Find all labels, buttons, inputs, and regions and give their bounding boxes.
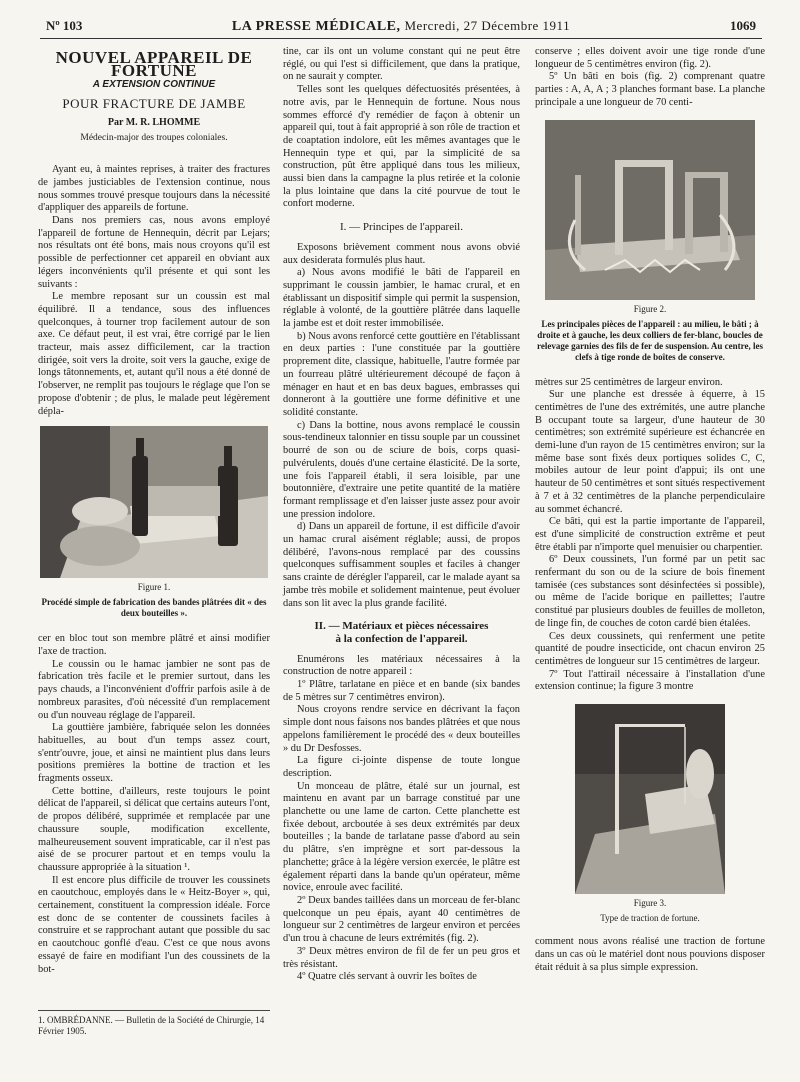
journal-name: LA PRESSE MÉDICALE, <box>231 19 401 34</box>
article-title: NOUVEL APPAREIL DE FORTUNE <box>55 48 253 80</box>
section-heading-1: I. — Principes de l'appareil. <box>340 221 463 234</box>
paragraph: Nous croyons rendre service en décrivant la façon simple dont nous faisons nos bandes plâtrées et que nous appelons familièrement le procédé des « deux bouteilles » du Dr Desfosses. <box>283 704 520 754</box>
paragraph: La figure ci-jointe dispense de toute longue description. <box>283 755 520 779</box>
column-1 <box>38 46 270 976</box>
figure-3-photo <box>575 704 725 894</box>
paragraph: Enumérons les matériaux nécessaires à la construction de notre appareil : <box>283 653 520 678</box>
paragraph: conserve ; elles doivent avoir une tige ronde d'une longueur de 5 centimètres environ (fig. 2). <box>535 46 765 70</box>
paragraph: Le coussin ou le hamac jambier ne sont pas de fabrication très facile et le premier surtout, dans les pays chauds, a l'inconvénient d'offrir parfois asile à de nombreux parasites, d'où nécessité d'un remplacement ou d'un nouveau réglage de l'appareil. <box>38 658 270 721</box>
page-header <box>40 16 762 39</box>
paragraph: mètres sur 25 centimètres de largeur environ. <box>535 376 723 388</box>
column-2 <box>283 46 520 984</box>
paragraph: Il est encore plus difficile de trouver les coussinets en caoutchouc, employés dans le « Heitz-Boyer », qui, certainement, constituent la compression idéale. Force est donc de se contenter de coussinets faciles à construire et se rapprochant autant que possible du sac en caoutchouc gonflé d'eau. C'est ce que nous avons essayé de faire en modifiant l'un des coussinets de la bot- <box>38 874 270 975</box>
figure-2-caption <box>535 304 765 363</box>
paragraph: 5º Un bâti en bois (fig. 2) comprenant quatre parties : A, A, A ; 3 planches formant base. La planche principale a une longueur de 70 centi- <box>535 71 765 108</box>
paragraph: Un monceau de plâtre, étalé sur un journal, est maintenu en avant par un barrage constitué par une planchette ou une lame de carton. Cette planchette est fixée debout, arcboutée à ses deux extrémités par deux bouteilles ; la bande de tarlatane passe d'abord au sein du plâtre, s'en imprègne et sort par-dessous la planchette; grâce à la légère version exercée, le plâtre est également réparti dans la bande qu'un opérateur, même novice, enroule avec facilité. <box>283 780 520 894</box>
paragraph: Exposons brièvement comment nous avons obvié aux desiderata formulés plus haut. <box>283 241 520 266</box>
paragraph: tine, car ils ont un volume constant qui ne peut être réglé, ou qui l'est si difficilement, que dans la pratique, on ne saurait y compter. <box>283 46 520 83</box>
paragraph: Cette bottine, d'ailleurs, reste toujours le point délicat de l'appareil, si délicat que certains auteurs l'ont, de propos délibéré, supprimée et remplacée par une chaussure souple, modification excellente, malheureusement souvent impraticable, car il n'est pas aisé de se procurer partout et en temps voulu la chaussure appropriée à la situation ¹. <box>38 785 270 873</box>
footnote: 1. OMBRÉDANNE. — Bulletin de la Société de Chirurgie, 14 Février 1905. <box>38 1010 270 1037</box>
paragraph: Telles sont les quelques défectuosités présentées, à notre avis, par le Hennequin de fortune. Nous nous sommes efforcé d'y remédier de façon à obtenir un appareil qui, tout à fait approprié à son rôle de traction et de coaptation indolore, eût les mêmes avantages que le Hennequin type et qui, par la simplicité de sa construction, pût être appliqué dans tous les milieux, aussi bien dans la campagne la plus retirée et la colonie la plus lointaine que dans la cité pourvue de tout le confort moderne. <box>283 84 520 210</box>
figure-1-description: Procédé simple de fabrication des bandes plâtrées dit « des deux bouteilles ». <box>41 597 267 619</box>
issue-date: Mercredi, 27 Décembre 1911 <box>404 18 571 33</box>
article-subtitle: A EXTENSION CONTINUE <box>92 79 216 91</box>
paragraph: Ayant eu, à maintes reprises, à traiter des fractures de jambes justiciables de l'extension continue, nous nous sommes trouvé presque toujours dans la nécessité d'appliquer des appareils de fortune. <box>38 164 270 214</box>
author-role: Médecin-major des troupes coloniales. <box>80 132 228 143</box>
paragraph: 4º Quatre clés servant à ouvrir les boîtes de <box>297 971 477 983</box>
paragraph: a) Nous avons modifié le bâti de l'appareil en supprimant le coussin jambier, le hamac crural, et en établissant un dispositif simple qui permit la suspension, réglable à volonté, de la gouttière plâtrée dans laquelle la jambe est et doit rester immobilisée. <box>283 267 520 330</box>
paragraph: Ce bâti, qui est la partie importante de l'appareil, est d'une simplicité de construction extrême et peut être établi par n'importe quel menuisier ou charpentier. <box>535 516 765 553</box>
paragraph: c) Dans la bottine, nous avons remplacé le coussin sous-tendineux talonnier en tissu souple par un coussinet bourré de son ou de sciure de bois, corps quasi-pulvérulents, doués d'une certaine élasticité. De la sorte, une fois l'appareil établi, il sera loisible, par une boutonnière, d'extraire une petite quantité de la matière formant remplissage et d'en laisser juste assez pour avoir une pression indolore. <box>283 419 520 520</box>
figure-3-caption <box>535 898 765 924</box>
paragraph: La gouttière jambière, fabriquée selon les données habituelles, au bout d'un temps assez court, s'entr'ouvre, joue, et ainsi ne maintient plus dans leurs positions premières la bottine de traction et les fragments osseux. <box>38 722 270 785</box>
paragraph: 6º Deux coussinets, l'un formé par un petit sac renfermant du son ou de la sciure de bois finement tamisée (ces substances sont désinfectées si possible), ou même de l'acide borique en paillettes; l'autre constitué par plusieurs doubles de feuilles de molleton, de linge fin, de couches de coton cardé bien étalées. <box>535 554 765 629</box>
paragraph: 2º Deux bandes taillées dans un morceau de fer-blanc quelconque un peu épais, ayant 40 centimètres de longueur sur 2 centimètres de largeur environ et percées d'un trou à chacune de leurs extrémités (fig. 2). <box>283 895 520 945</box>
author-name: Par M. R. LHOMME <box>107 116 201 128</box>
figure-1-illustration <box>40 426 268 578</box>
paragraph: cer en bloc tout son membre plâtré et ainsi modifier l'axe de traction. <box>38 633 270 657</box>
paragraph: 3º Deux mètres environ de fil de fer un peu gros et très résistant. <box>283 945 520 970</box>
paragraph: Le membre reposant sur un coussin est mal équilibré. Il a tendance, sous des influences quelconques, à tourner trop facilement autour de son axe. Ce défaut peut, il est vrai, être corrigé par le lien tracteur, mais assez difficilement, car la traction dirigée, soit vers la droite, soit vers la gauche, exige de longs tâtonnements, et, autant qu'il nous a été donné de l'observer, ne remplit pas toujours le réglage que l'on se propose d'obtenir ; de plus, le malade peut légèrement dépla- <box>38 291 270 417</box>
figure-2-illustration <box>545 120 755 300</box>
figure-3-illustration <box>575 704 725 894</box>
paragraph: b) Nous avons renforcé cette gouttière en l'établissant en deux parties : l'une constituée par la gouttière proprement dite, classique, habituelle, l'autre formée par un fourreau plâtré ultérieurement découpé de façon à ménager en haut et en bas deux bagues, embrasses qui donneront à la gouttière une forme définitive et une solidité constante. <box>283 330 520 418</box>
paragraph: Ces deux coussinets, qui renferment une petite quantité de poudre insecticide, ont chacun environ 25 centimètres de longueur sur 15 centimètres de largeur. <box>535 630 765 667</box>
journal-title <box>40 18 762 35</box>
figure-3-description: Type de traction de fortune. <box>600 913 700 924</box>
paragraph: Sur une planche est dressée à équerre, à 15 centimètres de l'une des extrémités, une autre planche B occupant toute sa largeur, d'une hauteur de 30 centimètres; son extrémité supérieure est échancrée en demi-lune d'un rayon de 15 centimètres environ; sur la même base sont fixés deux portiques solides C, C, mobiles autour de leur point d'appui; ils ont une hauteur de 50 centimètres et sont situés respectivement à 7 et à 32 centimètres de la planche perpendiculaire au sommet échancré. <box>535 389 765 515</box>
figure-2-photo <box>545 120 755 300</box>
figure-3-number: Figure 3. <box>633 898 667 909</box>
figure-1-caption <box>38 582 270 619</box>
figure-2-description: Les principales pièces de l'appareil : au milieu, le bâti ; à droite et à gauche, les deux colliers de fer-blanc, boucles de relevage garnies des fils de fer de suspension. Au centre, les clefs à tige ronde de boîtes de conserve. <box>537 318 763 362</box>
section-heading-2a: II. — Matériaux et pièces nécessaires <box>314 620 489 633</box>
paragraph: 1º Plâtre, tarlatane en pièce et en bande (six bandes de 5 mètres sur 7 centimètres environ). <box>283 679 520 703</box>
paragraph: 7º Tout l'attirail nécessaire à l'installation d'une extension continue; la figure 3 montre <box>535 668 765 693</box>
figure-1-photo <box>40 426 268 578</box>
article-subtitle-2: POUR FRACTURE DE JAMBE <box>62 96 246 112</box>
section-heading-2b: à la confection de l'appareil. <box>335 632 468 645</box>
paragraph: d) Dans un appareil de fortune, il est difficile d'avoir un hamac crural aisément réglable; aussi, de propos délibéré, l'avons-nous remplacé par des coussins quelconques suffisamment souples et faciles à changer sans crainte de dérégler l'appareil, car le malade ayant sa jambe très mobile et solidement maintenue, peut évoluer dans son lit avec la plus grande facilité. <box>283 521 520 609</box>
figure-2-number: Figure 2. <box>633 303 667 314</box>
page-number: 1069 <box>730 18 756 33</box>
figure-1-number: Figure 1. <box>137 582 171 593</box>
paragraph: Dans nos premiers cas, nous avons employé l'appareil de fortune de Hennequin, décrit par Lejars; nos résultats ont été bons, mais nous croyons qu'il est possible de perfectionner cet appareil en obviant aux légers inconvénients qu'il présente et qui sont les suivants : <box>38 215 270 290</box>
column-3 <box>535 46 765 974</box>
paragraph: comment nous avons réalisé une traction de fortune dans un cas où le matériel dont nous pouvions disposer était réduit à sa plus simple expression. <box>535 936 765 973</box>
issue-number: Nº 103 <box>46 18 83 33</box>
